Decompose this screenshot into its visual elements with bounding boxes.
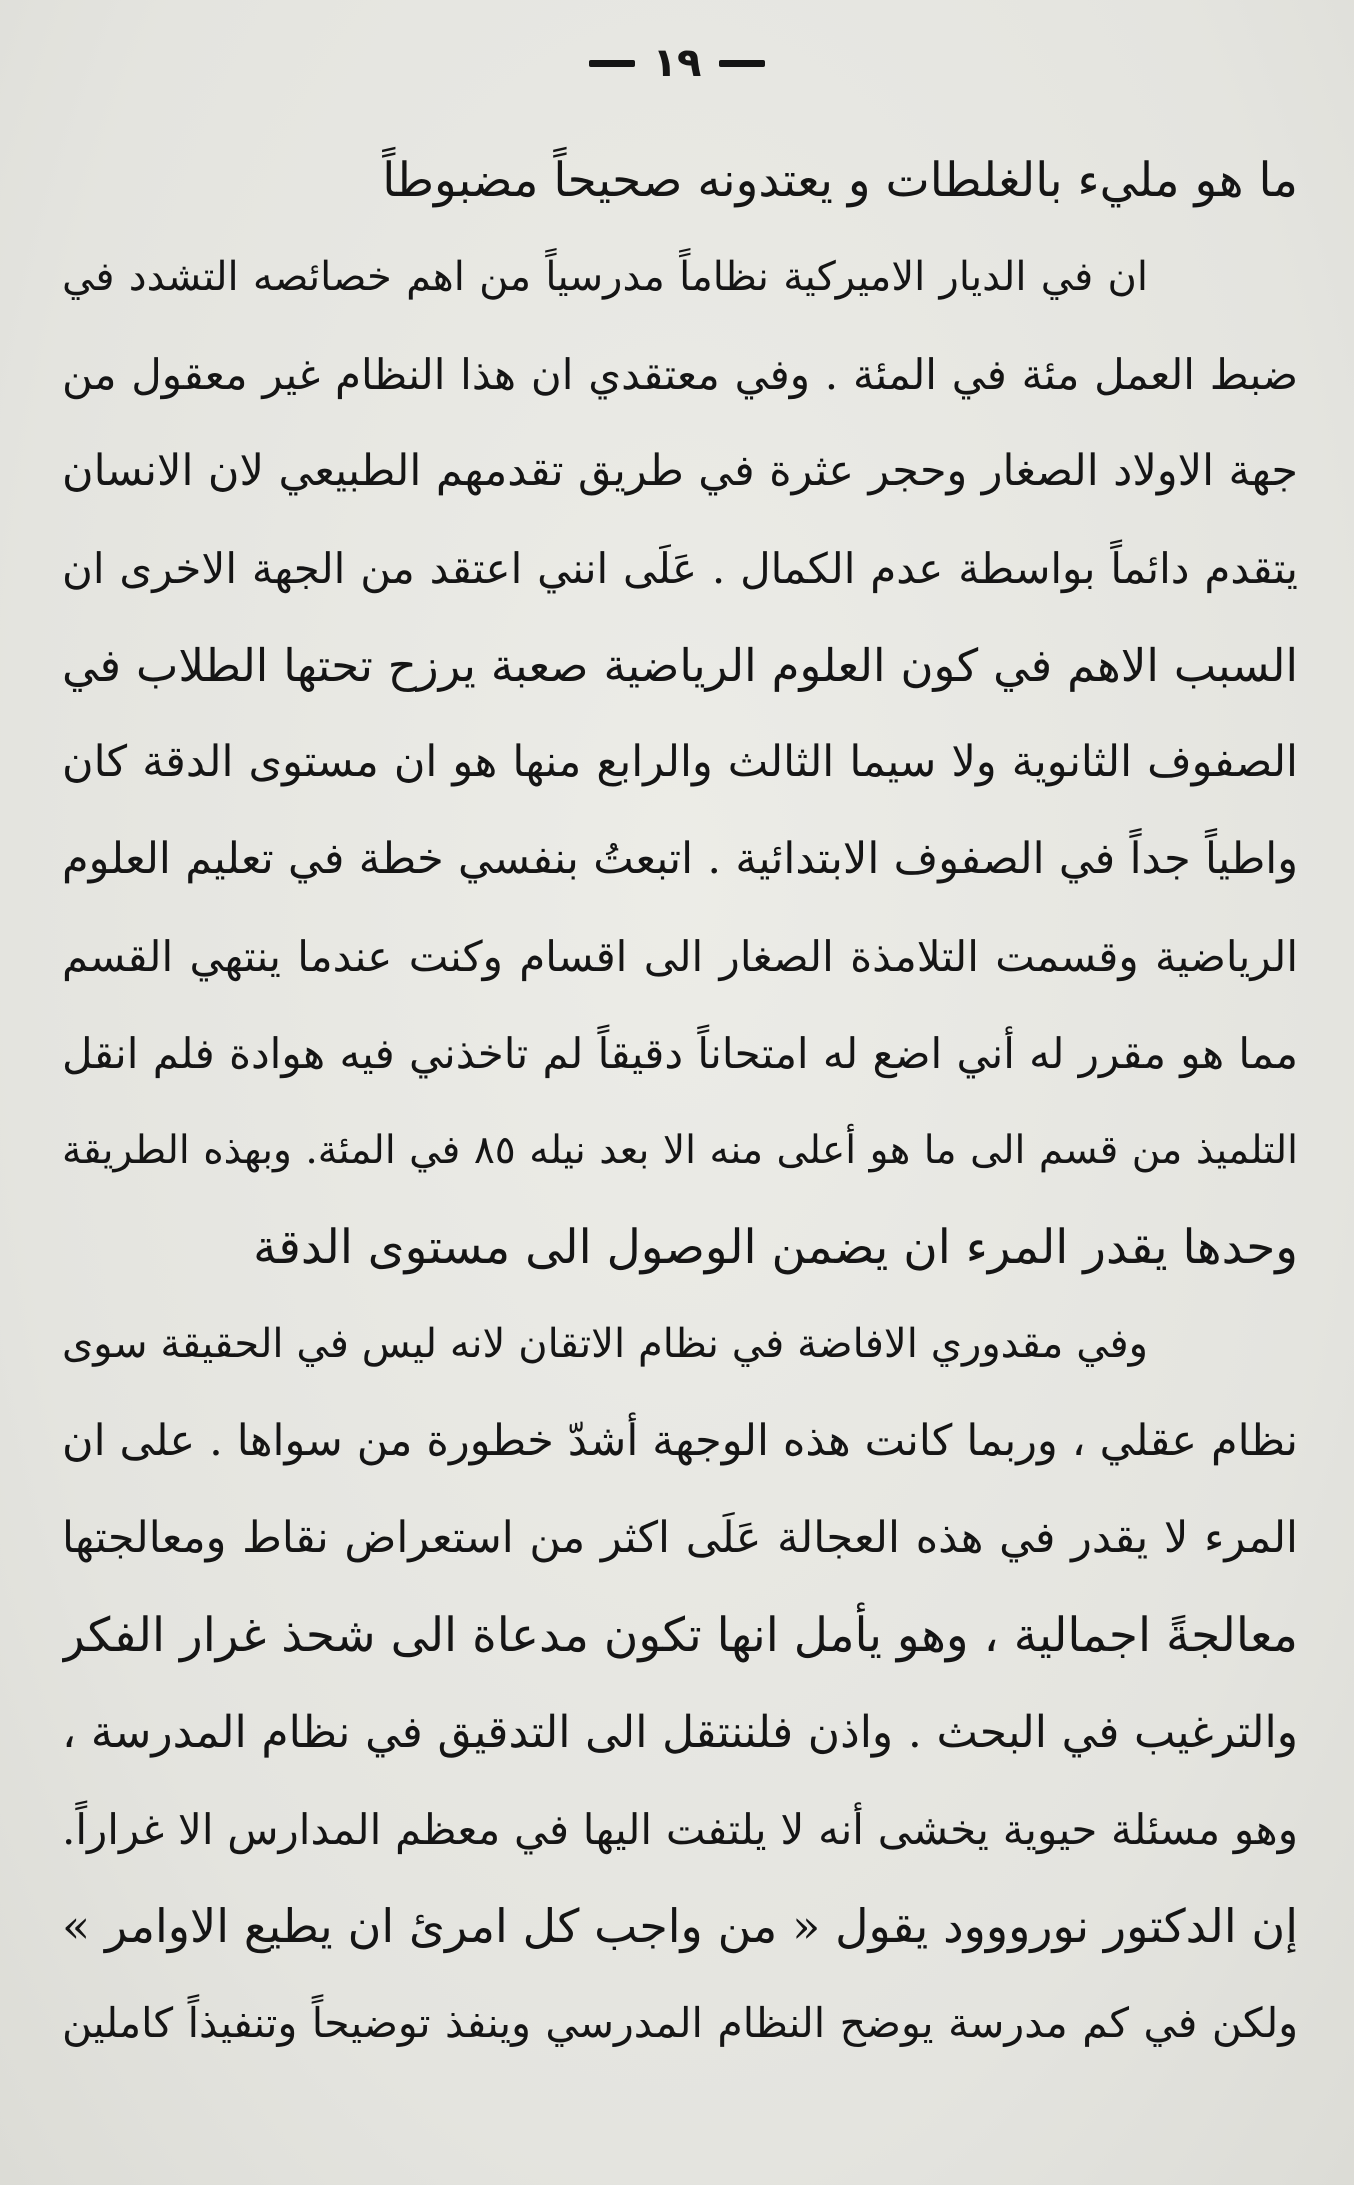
text-line: ولكن في كم مدرسة يوضح النظام المدرسي وينفذ توضيحاً وتنفيذاً كاملين — [62, 1999, 1298, 2047]
left-dash — [589, 60, 635, 67]
text-line: ان في الديار الاميركية نظاماً مدرسياً من اهم خصائصه التشدد في — [62, 254, 1148, 300]
text-line: وحدها يقدر المرء ان يضمن الوصول الى مستوى الدقة — [253, 1220, 1298, 1275]
text-line: واطياً جداً في الصفوف الابتدائية . اتبعتُ بنفسي خطة في تعليم العلوم — [62, 834, 1298, 884]
text-line: إن الدكتور نورووود يقول « من واجب كل امرئ ان يطيع الاوامر » — [62, 1899, 1298, 1953]
text-line: جهة الاولاد الصغار وحجر عثرة في طريق تقدمهم الطبيعي لان الانسان — [62, 446, 1298, 496]
text-line: نظام عقلي ، وربما كانت هذه الوجهة أشدّ خطورة من سواها . على ان — [62, 1416, 1298, 1466]
text-line: التلميذ من قسم الى ما هو أعلى منه الا بعد نيله ٨٥ في المئة. وبهذه الطريقة — [62, 1128, 1298, 1173]
text-line: مما هو مقرر له أني اضع له امتحاناً دقيقاً لم تاخذني فيه هوادة فلم انقل — [62, 1029, 1298, 1078]
text-line: ما هو مليء بالغلطات و يعتدونه صحيحاً مضبوطاً — [382, 153, 1298, 208]
text-line: الصفوف الثانوية ولا سيما الثالث والرابع منها هو ان مستوى الدقة كان — [62, 737, 1298, 787]
text-line: وفي مقدوري الافاضة في نظام الاتقان لانه ليس في الحقيقة سوى — [62, 1321, 1148, 1367]
text-line: المرء لا يقدر في هذه العجالة عَلَى اكثر من استعراض نقاط ومعالجتها — [62, 1513, 1298, 1563]
text-line: والترغيب في البحث . واذن فلننتقل الى التدقيق في نظام المدرسة ، — [62, 1707, 1298, 1758]
text-line: الرياضية وقسمت التلامذة الصغار الى اقسام وكنت عندما ينتهي القسم — [62, 932, 1298, 981]
text-line: يتقدم دائماً بواسطة عدم الكمال . عَلَى انني اعتقد من الجهة الاخرى ان — [62, 544, 1298, 593]
text-line: وهو مسئلة حيوية يخشى أنه لا يلتفت اليها في معظم المدارس الا غراراً. — [62, 1805, 1298, 1854]
right-dash — [719, 60, 765, 67]
text-line: السبب الاهم في كون العلوم الرياضية صعبة يرزح تحتها الطلاب في — [62, 639, 1298, 692]
body-text — [62, 132, 1298, 2072]
page-number: ١٩ — [652, 40, 702, 86]
page-header — [0, 38, 1354, 88]
text-line: معالجةً اجمالية ، وهو يأمل انها تكون مدعاة الى شحذ غرار الفكر — [62, 1608, 1298, 1663]
text-line: ضبط العمل مئة في المئة . وفي معتقدي ان هذا النظام غير معقول من — [62, 350, 1298, 399]
